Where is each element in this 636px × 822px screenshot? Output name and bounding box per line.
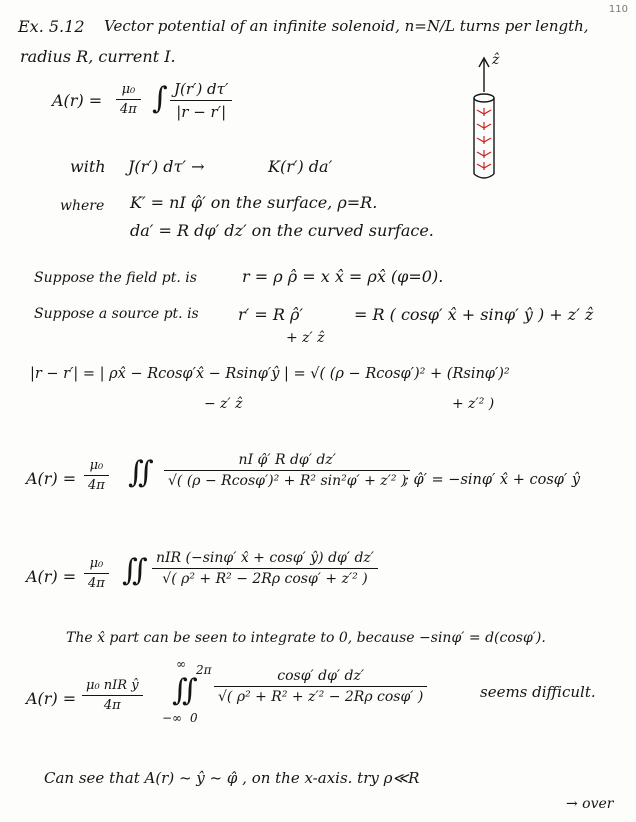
eq4-coefficient: μ₀ nIR ŷ 4π xyxy=(82,678,143,713)
example-label: Ex. 5.12 xyxy=(18,17,85,36)
eq1-integrand: $\frac{J(r') d\tau'}{|r - r'|}$ xyxy=(170,80,232,121)
source-point-z: + z′ ẑ xyxy=(286,330,325,346)
with-label: with xyxy=(70,157,106,176)
conclusion: Can see that A(r) ~ ŷ ~ φ̂ , on the x-axis. try ρ≪R xyxy=(44,769,420,787)
page-number: 110 xyxy=(608,4,628,15)
volume-current: J(r′) dτ′ → xyxy=(128,157,205,176)
eq4-upper-phi: 2π xyxy=(196,663,212,677)
eq4-integrand: $\frac{\cos\varphi' d\varphi' dz'}{\text{√( ρ² + R² + z′² − 2Rρ cosφ′ )}}$ xyxy=(214,668,427,705)
eq3-integrand: nIR (−sinφ′ x̂ + cosφ′ ŷ) dφ′ dz′ √( ρ² + R² − 2Rρ cosφ′ + z′² ) xyxy=(152,550,378,587)
eq4-lower-z: −∞ xyxy=(162,711,183,725)
eq2-integrand: $\frac{\text{nI φ̂′ R dφ′ dz′}}{\text{√( (ρ − Rcosφ′)² + R² sin²φ′ + z′² )}}$ xyxy=(164,452,410,489)
eq2-double-integral: ∬ xyxy=(128,455,154,490)
eq3-double-integral: ∬ xyxy=(122,553,148,588)
source-point-rhat: r′ = R ρ̂′ xyxy=(238,305,304,324)
field-point-text: Suppose the field pt. is xyxy=(34,270,197,286)
source-point-text: Suppose a source pt. is xyxy=(34,306,199,322)
k-definition: K′ = nI φ̂′ on the surface, ρ=R. xyxy=(130,193,378,212)
source-point-expansion: = R ( cosφ′ x̂ + sinφ′ ŷ ) + z′ ẑ xyxy=(354,305,594,324)
distance-line1: |r − r′| = | ρx̂ − Rcosφ′x̂ − Rsinφ′ŷ | = √( (ρ − Rcosφ′)² + (Rsinφ′)² xyxy=(30,366,510,382)
surface-current: K(r′) da′ xyxy=(268,157,333,176)
eq4-lower-phi: 0 xyxy=(190,711,198,725)
eq3-coefficient: $\frac{\text{μ₀}}{4\pi}$ xyxy=(84,556,109,591)
eq1-coefficient: $\frac{\text{μ₀}}{4\pi}$ xyxy=(116,82,141,117)
eq1-lhs: A(r) = xyxy=(52,91,103,110)
example-title: Vector potential of an infinite solenoid, n=N/L turns per length, xyxy=(104,17,589,35)
distance-z2-term: + z′² ) xyxy=(452,396,495,412)
eq2-lhs: A(r) = xyxy=(26,469,77,488)
eq3-lhs: A(r) = xyxy=(26,567,77,586)
field-point-eq: r = ρ ρ̂ = x x̂ = ρx̂ (φ=0). xyxy=(242,267,444,286)
eq2-phi-hat: ; φ̂′ = −sinφ′ x̂ + cosφ′ ŷ xyxy=(404,472,581,488)
distance-z-term: − z′ ẑ xyxy=(204,396,243,412)
eq1-integral-sign: ∫ xyxy=(152,81,168,116)
current-arrows-icon xyxy=(477,108,491,170)
example-line2: radius R, current I. xyxy=(20,47,176,66)
eq4-double-integral: ∬ xyxy=(172,673,198,708)
eq2-coefficient: $\frac{\text{μ₀}}{4\pi}$ xyxy=(84,458,109,493)
conclusion-over: → over xyxy=(566,796,614,812)
da-definition: da′ = R dφ′ dz′ on the curved surface. xyxy=(130,221,434,240)
eq4-upper-z: ∞ xyxy=(176,657,186,671)
z-axis-label: ẑ xyxy=(492,52,500,68)
where-label: where xyxy=(60,198,105,214)
eq4-comment: seems difficult. xyxy=(480,683,596,701)
remark: The x̂ part can be seen to integrate to 0, because −sinφ′ = d(cosφ′). xyxy=(66,630,546,646)
eq4-lhs: A(r) = xyxy=(26,689,77,708)
